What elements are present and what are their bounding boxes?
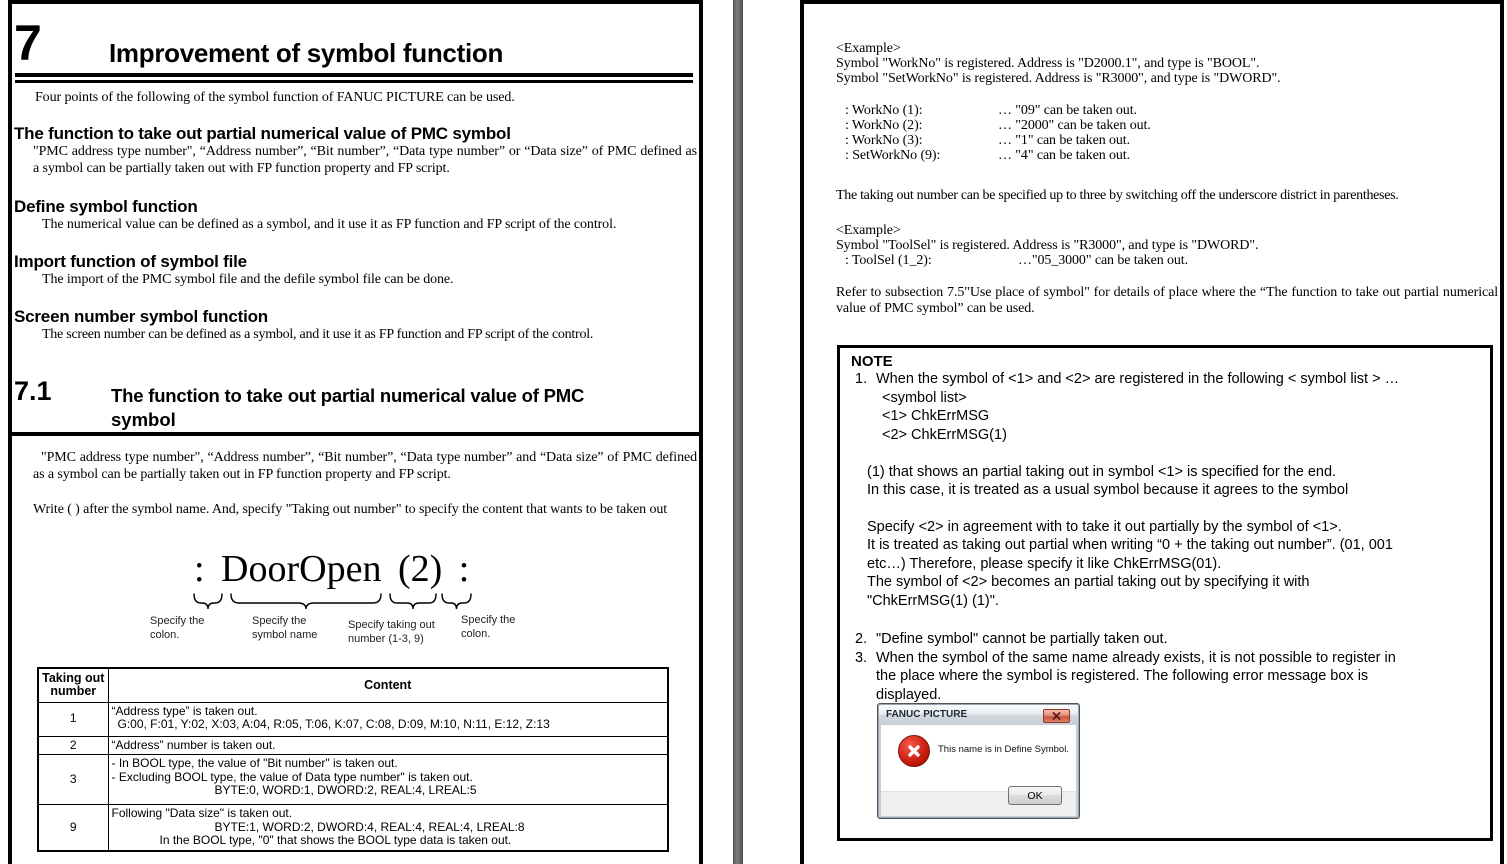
underbrace-takeout-number-icon xyxy=(389,593,437,611)
table-cell-content xyxy=(108,736,668,755)
error-dialog xyxy=(877,703,1080,819)
example1-item-result: … "2000" can be taken out. xyxy=(998,118,1151,133)
feature-heading-define-symbol: Define symbol function xyxy=(14,197,198,216)
example2-item-name: : ToolSel (1_2): xyxy=(845,253,932,268)
note-item2-text: "Define symbol" cannot be partially taken out. xyxy=(876,631,1168,647)
table-content-line: BYTE:1, WORD:2, DWORD:4, REAL:4, REAL:4, LREAL:8 xyxy=(214,819,525,834)
note-item1-para2-line: etc…) Therefore, please specify it like ChkErrMSG(01). xyxy=(867,556,1222,572)
dialog-footer xyxy=(881,791,1076,816)
table-cell-number: 1 xyxy=(38,702,108,736)
syntax-example: : DoorOpen (2) : xyxy=(194,548,470,590)
table-row xyxy=(38,755,668,805)
table-cell-content xyxy=(108,755,668,805)
table-row xyxy=(38,702,668,736)
note-title: NOTE xyxy=(851,353,893,370)
subsection-number: 7.1 xyxy=(14,376,52,406)
callout-colon-left: Specify the colon. xyxy=(150,615,205,641)
page-right xyxy=(800,0,1504,864)
example1-item-name: : SetWorkNo (9): xyxy=(845,148,941,163)
note-symbol-list-label: <symbol list> xyxy=(882,390,967,406)
table-header-row xyxy=(38,668,668,702)
table-header-content: Content xyxy=(108,668,668,702)
example2-label: <Example> xyxy=(836,223,901,238)
table-content-line: “Address type” is taken out. xyxy=(111,703,258,718)
subsection-paragraph-1: "PMC address type number", “Address number”, “Bit number”, “Data type number” and “Data size” of PMC defined as a symbol can be partially taken out in FP function property and FP script. xyxy=(33,450,697,482)
page-divider xyxy=(733,0,743,864)
example2-line1: Symbol "ToolSel" is registered. Address is "R3000", and type is "DWORD". xyxy=(836,238,1259,253)
note-item3-line: the place where the symbol is registered. The following error message box is xyxy=(876,668,1369,684)
note-box xyxy=(837,345,1493,841)
table-content-line: BYTE:0, WORD:1, DWORD:2, REAL:4, LREAL:5 xyxy=(214,783,477,797)
table-cell-content xyxy=(108,805,668,851)
example1-item-name: : WorkNo (3): xyxy=(845,133,923,148)
dialog-message: This name is in Define Symbol. xyxy=(938,744,1069,755)
note-item1-para2-line: Specify <2> in agreement with to take it out partially by the symbol of <1>. xyxy=(867,519,1342,535)
subsection-title-line1: The function to take out partial numerical value of PMC xyxy=(111,385,585,406)
table-cell-content xyxy=(108,702,668,736)
chapter-title: Improvement of symbol function xyxy=(109,38,504,68)
intro-paragraph: Four points of the following of the symbol function of FANUC PICTURE can be used. xyxy=(35,90,515,105)
feature-body-define-symbol: The numerical value can be defined as a symbol, and it use it as FP function and FP script of the control. xyxy=(42,217,617,232)
example1-item-result: … "09" can be taken out. xyxy=(998,103,1137,118)
callout-takeout-number: Specify taking out number (1-3, 9) xyxy=(348,619,435,645)
callout-symbol-name: Specify the symbol name xyxy=(252,615,318,641)
underbrace-colon-right-icon xyxy=(441,593,472,611)
table-header-takeout-number: Taking out number xyxy=(38,668,108,702)
example1-item-result: … "1" can be taken out. xyxy=(998,133,1130,148)
example2-item xyxy=(845,252,1188,269)
table-cell-number: 2 xyxy=(38,736,108,755)
example1-item-name: : WorkNo (1): xyxy=(845,103,923,118)
example1-label: <Example> xyxy=(836,41,901,56)
note-item3-line: displayed. xyxy=(876,687,942,703)
table-row xyxy=(38,736,668,755)
chapter-number: 7 xyxy=(14,15,42,71)
note-item1-para1-line: In this case, it is treated as a usual symbol because it agrees to the symbol xyxy=(867,482,1349,498)
table-cell-number: 3 xyxy=(38,755,108,805)
feature-body-import: The import of the PMC symbol file and the defile symbol file can be done. xyxy=(42,272,454,287)
paragraph-underscore: The taking out number can be specified up to three by switching off the underscore district in parentheses. xyxy=(836,188,1399,203)
example1-line1: Symbol "WorkNo" is registered. Address is "D2000.1", and type is "BOOL". xyxy=(836,56,1260,71)
note-item1-para2-line: The symbol of <2> becomes an partial taking out by specifying it with xyxy=(867,574,1310,590)
table-content-line: - In BOOL type, the value of "Bit number" is taken out. xyxy=(111,756,398,770)
note-item1-para2-line: It is treated as taking out partial when writing “0 + the taking out number”. (01, 001 xyxy=(867,537,1393,553)
error-x-icon xyxy=(907,744,921,758)
example1-item-name: : WorkNo (2): xyxy=(845,118,923,133)
chapter-rule xyxy=(15,73,693,83)
dialog-title: FANUC PICTURE xyxy=(886,709,968,720)
feature-heading-import: Import function of symbol file xyxy=(14,252,247,271)
subsection-rule xyxy=(10,432,700,436)
example2-item-result: …"05_3000" can be taken out. xyxy=(1018,253,1188,268)
dialog-body xyxy=(881,725,1076,791)
feature-body-partial-takeout: "PMC address type number", “Address number”, “Bit number”, “Data type number” or “Data size” of PMC defined as a symbol can be partially taken out with FP function property and FP script. xyxy=(33,144,697,176)
note-item1-text: When the symbol of <1> and <2> are registered in the following < symbol list > … xyxy=(876,371,1400,387)
note-item1-para1-line: (1) that shows an partial taking out in symbol <1> is specified for the end. xyxy=(867,464,1337,480)
example1-item-result: … "4" can be taken out. xyxy=(998,148,1130,163)
note-item1-para2-line: "ChkErrMSG(1) (1)". xyxy=(867,593,999,609)
underbrace-colon-left-icon xyxy=(193,593,223,611)
note-item2-number: 2. xyxy=(855,631,868,647)
page-left xyxy=(8,0,703,864)
example1-item xyxy=(845,147,1130,164)
table-content-line: - Excluding BOOL type, the value of Data type number" is taken out. xyxy=(111,769,473,784)
error-icon xyxy=(898,735,930,767)
table-content-line: G:00, F:01, Y:02, X:03, A:04, R:05, T:06, K:07, C:08, D:09, M:10, N:11, E:12, Z:13 xyxy=(117,717,550,731)
feature-heading-partial-takeout: The function to take out partial numerical value of PMC symbol xyxy=(14,124,511,143)
paragraph-refer: Refer to subsection 7.5"Use place of symbol" for details of place where the “The function to take out partial numerical value of PMC symbol” can be used. xyxy=(836,285,1498,316)
subsection-paragraph-2: Write ( ) after the symbol name. And, specify "Taking out number" to specify the content that wants to be taken out xyxy=(33,502,668,517)
note-symbol-list-entry: <2> ChkErrMSG(1) xyxy=(882,427,1007,443)
close-icon xyxy=(1052,712,1061,720)
underbrace-symbol-name-icon xyxy=(230,593,382,611)
ok-button[interactable]: OK xyxy=(1008,786,1062,805)
feature-body-screen-number: The screen number can be defined as a symbol, and it use it as FP function and FP script of the control. xyxy=(42,327,594,342)
table-content-line: In the BOOL type, "0" that shows the BOOL type data is taken out. xyxy=(159,833,512,847)
table-row xyxy=(38,805,668,851)
dialog-title-bar xyxy=(879,705,1078,725)
example1-line2: Symbol "SetWorkNo" is registered. Address is "R3000", and type is "DWORD". xyxy=(836,71,1281,86)
subsection-title-line2: symbol xyxy=(111,409,176,430)
table-content-line: “Address” number is taken out. xyxy=(111,737,276,752)
note-item3-number: 3. xyxy=(855,650,868,666)
note-symbol-list-entry: <1> ChkErrMSG xyxy=(882,408,990,424)
table-content-line: Following "Data size" is taken out. xyxy=(111,806,293,820)
takeout-number-table xyxy=(37,667,669,852)
feature-heading-screen-number: Screen number symbol function xyxy=(14,307,268,326)
note-item1-number: 1. xyxy=(855,371,868,387)
note-item3-line: When the symbol of the same name already exists, it is not possible to register in xyxy=(876,650,1396,666)
close-button[interactable] xyxy=(1043,709,1070,723)
callout-colon-right: Specify the colon. xyxy=(461,614,516,640)
table-cell-number: 9 xyxy=(38,805,108,851)
